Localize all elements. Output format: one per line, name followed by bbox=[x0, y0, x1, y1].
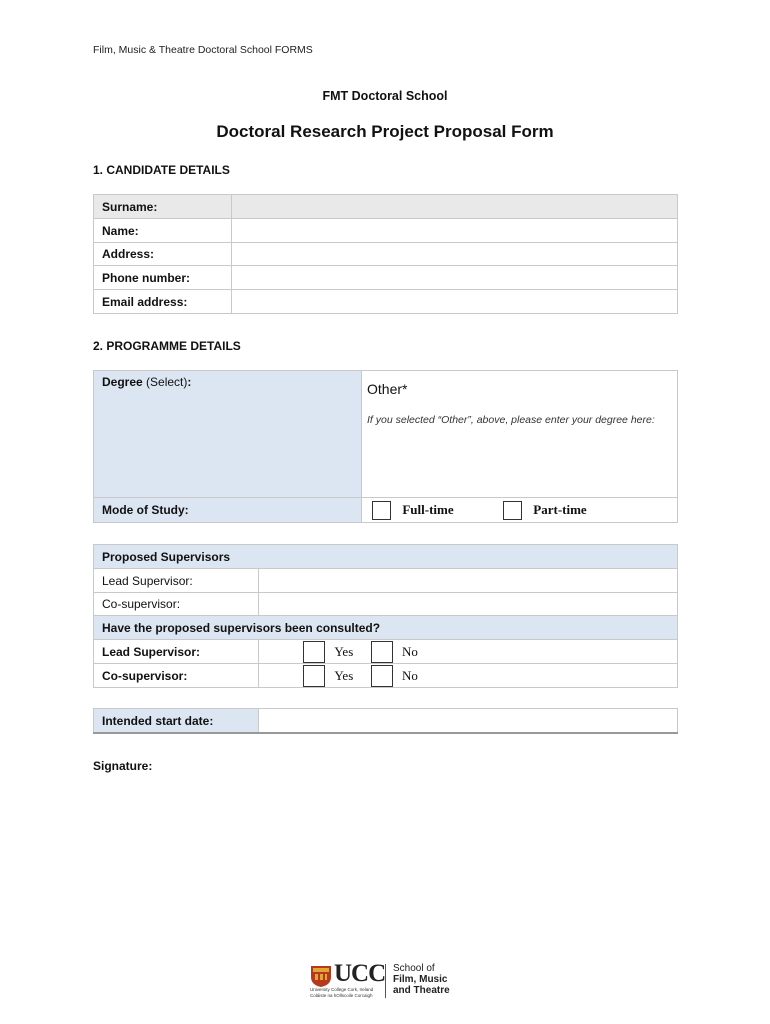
email-label: Email address: bbox=[94, 290, 232, 314]
supervisors-table bbox=[93, 544, 678, 688]
degree-label-colon: : bbox=[187, 375, 192, 389]
surname-field[interactable] bbox=[232, 195, 678, 219]
start-date-field[interactable] bbox=[259, 709, 678, 734]
address-field[interactable] bbox=[232, 243, 678, 266]
lead-supervisor-label: Lead Supervisor: bbox=[94, 569, 259, 593]
ucc-logo bbox=[310, 962, 470, 1000]
other-degree-note: If you selected “Other”, above, please enter your degree here: bbox=[367, 414, 655, 426]
section1-heading: 1. CANDIDATE DETAILS bbox=[93, 163, 230, 177]
lead-yes-label: Yes bbox=[334, 643, 354, 659]
school-logo-line-3: and Theatre bbox=[393, 985, 450, 996]
start-date-label: Intended start date: bbox=[94, 709, 259, 734]
running-header: Film, Music & Theatre Doctoral School FORMS bbox=[93, 44, 313, 56]
candidate-details-table bbox=[93, 194, 678, 314]
part-time-label: Part-time bbox=[533, 502, 587, 517]
ucc-subtitle-2: Coláiste na hOllscoile Corcaigh bbox=[310, 993, 373, 998]
ucc-wordmark: UCC bbox=[334, 960, 386, 987]
start-date-underline bbox=[93, 732, 678, 734]
school-logo-line-2: Film, Music bbox=[393, 974, 448, 985]
supervisors-heading: Proposed Supervisors bbox=[94, 545, 678, 569]
ucc-crest-icon bbox=[310, 964, 332, 988]
phone-label: Phone number: bbox=[94, 266, 232, 290]
address-label: Address: bbox=[94, 243, 232, 266]
co-no-checkbox[interactable] bbox=[371, 665, 393, 687]
full-time-checkbox[interactable] bbox=[372, 501, 391, 520]
school-logo-line-1: School of bbox=[393, 963, 435, 974]
consult-co-options bbox=[259, 664, 678, 688]
degree-select[interactable]: Other* bbox=[367, 381, 408, 397]
part-time-checkbox[interactable] bbox=[503, 501, 522, 520]
lead-supervisor-field[interactable] bbox=[259, 569, 678, 593]
phone-field[interactable] bbox=[232, 266, 678, 290]
co-no-label: No bbox=[401, 667, 418, 683]
lead-yes-checkbox[interactable] bbox=[303, 641, 325, 663]
degree-cell bbox=[362, 371, 678, 498]
co-yes-label: Yes bbox=[334, 667, 354, 683]
consult-lead-label: Lead Supervisor: bbox=[94, 640, 259, 664]
degree-label-select: (Select) bbox=[142, 375, 188, 389]
ucc-subtitle-1: University College Cork, Ireland bbox=[310, 987, 374, 992]
consulted-question: Have the proposed supervisors been consulted? bbox=[94, 616, 678, 640]
consult-co-label: Co-supervisor: bbox=[94, 664, 259, 688]
start-date-table bbox=[93, 708, 678, 734]
form-title: Doctoral Research Project Proposal Form bbox=[216, 122, 554, 141]
section2-heading: 2. PROGRAMME DETAILS bbox=[93, 339, 241, 353]
mode-options-cell bbox=[362, 498, 678, 523]
signature-label: Signature: bbox=[93, 759, 153, 773]
programme-details-table bbox=[93, 370, 678, 523]
school-logo-text bbox=[393, 963, 450, 996]
lead-no-checkbox[interactable] bbox=[371, 641, 393, 663]
name-label: Name: bbox=[94, 219, 232, 243]
logo-divider bbox=[385, 964, 386, 998]
co-supervisor-field[interactable] bbox=[259, 593, 678, 616]
full-time-label: Full-time bbox=[402, 502, 454, 517]
name-field[interactable] bbox=[232, 219, 678, 243]
mode-label: Mode of Study: bbox=[94, 498, 362, 523]
degree-label-cell bbox=[94, 371, 362, 498]
email-field[interactable] bbox=[232, 290, 678, 314]
degree-label: Degree bbox=[102, 375, 143, 389]
surname-label: Surname: bbox=[94, 195, 232, 219]
consult-lead-options bbox=[259, 640, 678, 664]
lead-no-label: No bbox=[401, 643, 418, 659]
co-supervisor-label: Co-supervisor: bbox=[94, 593, 259, 616]
school-name: FMT Doctoral School bbox=[322, 89, 448, 103]
co-yes-checkbox[interactable] bbox=[303, 665, 325, 687]
